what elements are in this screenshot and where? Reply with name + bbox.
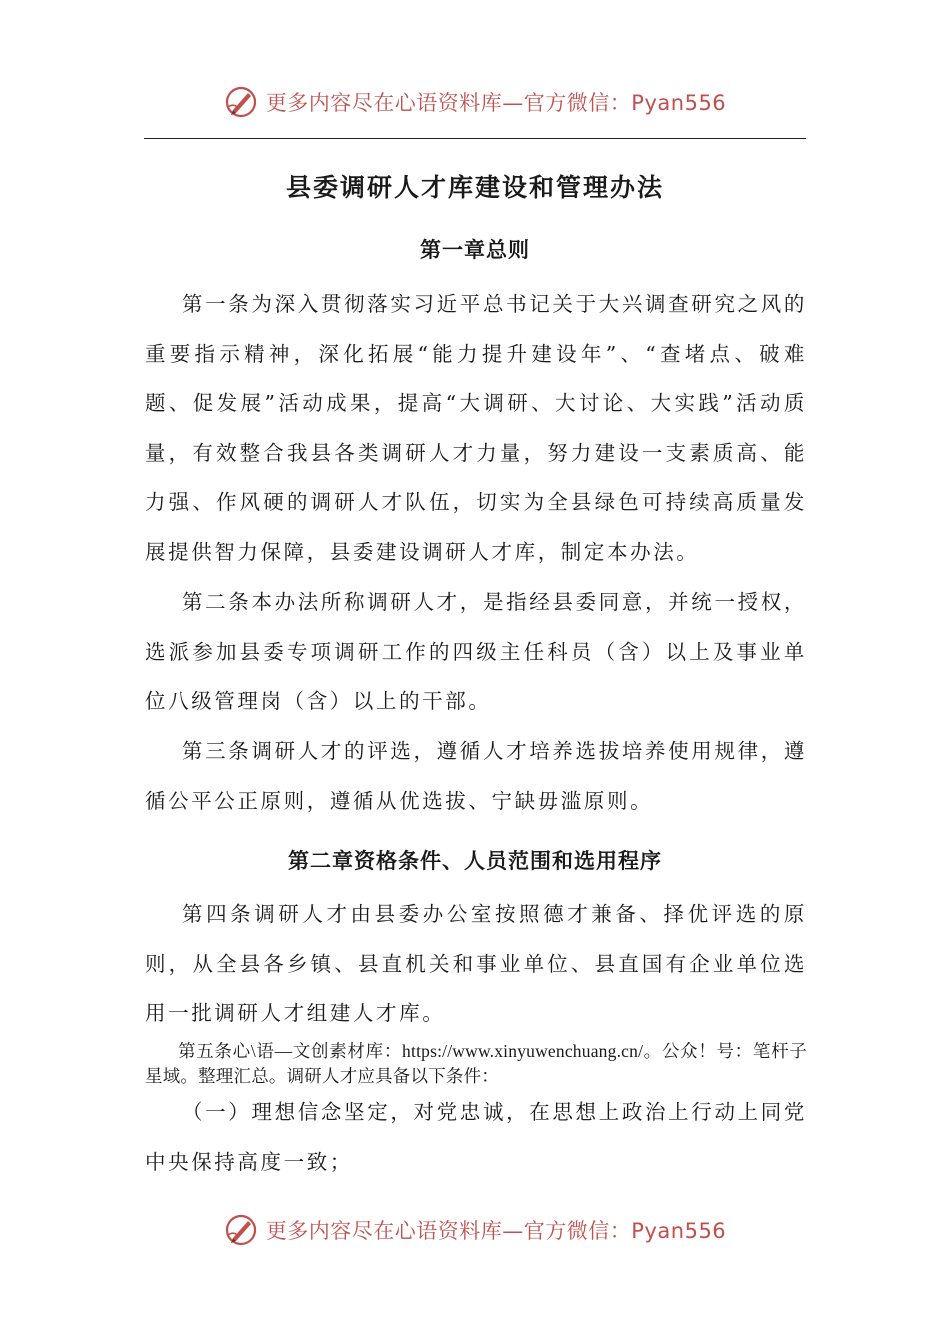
- chapter-heading-1: 第一章总则: [420, 237, 530, 262]
- watermark-text: 更多内容尽在心语资料库—官方微信：Pyan556: [265, 91, 727, 115]
- watermark-text: 更多内容尽在心语资料库—官方微信：Pyan556: [265, 1219, 727, 1243]
- article-4: 第四条调研人才由县委办公室按照德才兼备、择优评选的原则，从全县各乡镇、县直机关和事业单位、县直国有企业单位选用一批调研人才组建人才库。: [145, 902, 807, 1025]
- article-5: 第五条心\语—文创素材库：https://www.xinyuwenchuang.cn/。公众！号：笔杆子星域。整理汇总。调研人才应具备以下条件：: [145, 1041, 807, 1086]
- header-watermark: [0, 82, 950, 122]
- document-title: 县委调研人才库建设和管理办法: [285, 173, 664, 202]
- footer-watermark: [0, 1210, 950, 1250]
- pen-logo-icon: [224, 1213, 258, 1247]
- chapter-heading-2: 第二章资格条件、人员范围和选用程序: [288, 848, 662, 873]
- pen-logo-icon: [224, 85, 258, 119]
- article-3: 第三条调研人才的评选，遵循人才培养选拔培养使用规律，遵循公平公正原则，遵循从优选拔、宁缺毋滥原则。: [145, 739, 807, 813]
- article-1: 第一条为深入贯彻落实习近平总书记关于大兴调查研究之风的重要指示精神，深化拓展“能力提升建设年”、“查堵点、破难题、促发展”活动成果，提高“大调研、大讨论、大实践”活动质量，有效整合我县各类调研人才力量，努力建设一支素质高、能力强、作风硬的调研人才队伍，切实为全县绿色可持续高质量发展提供智力保障，县委建设调研人才库，制定本办法。: [145, 292, 807, 564]
- item-1: （一）理想信念坚定，对党忠诚，在思想上政治上行动上同党中央保持高度一致；: [145, 1100, 807, 1174]
- header-divider: [144, 138, 806, 139]
- article-2: 第二条本办法所称调研人才，是指经县委同意，并统一授权，选派参加县委专项调研工作的四级主任科员（含）以上及事业单位八级管理岗（含）以上的干部。: [145, 590, 807, 713]
